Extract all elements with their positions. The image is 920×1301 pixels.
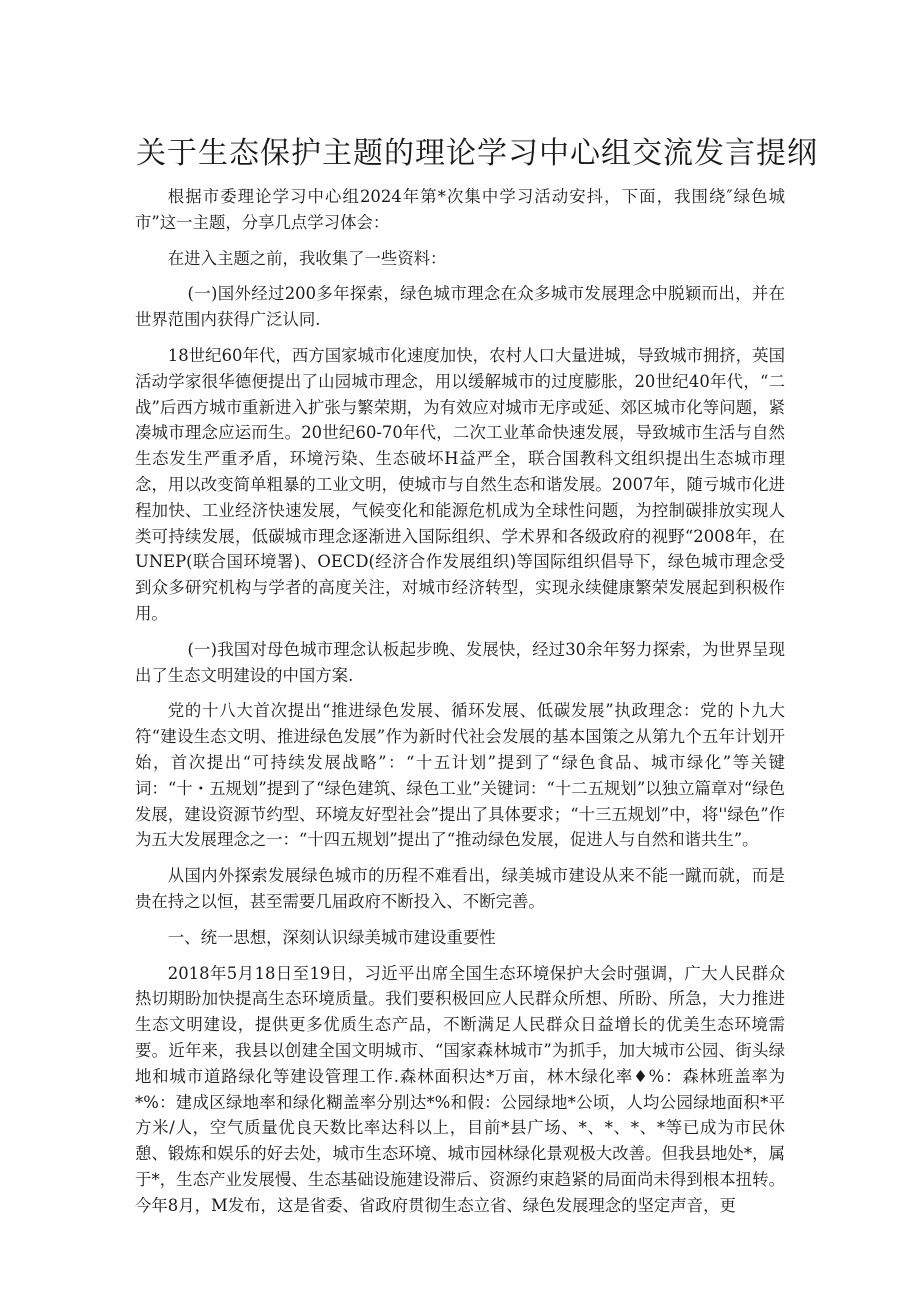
paragraph-china-history: 党的十八大首次提出“推进绿色发展、循环发展、低碳发展”执政理念：党的卜九大符“建设生态文明、推进绿色发展”作为新时代社会发展的基本国策之从第九个五年计划开始，首次提出“可持续发展战略”：“十五计划”提到了“绿色食品、城市绿化”等关键词：“十・五规划”提到了“绿色建筑、绿色工业”关键词：“十二五规划”以独立篇章对“绿色发展，建设资源节约型、环境友好型社会”提出了具体要求；“十三五规划”中，将''绿色”作为五大发展理念之一：“十四五规划”提出了“推动绿色发展，促进人与自然和谐共生”。 [135,701,785,850]
paragraph-intro: 根据市委理论学习中心组2024年第*次集中学习活动安抖，下面，我围绕″绿色城市”这一主题，分享几点学习体会： [135,187,785,232]
document-title: 关于生态保护主题的理论学习中心组交流发言提纲 [136,136,818,171]
paragraph-materials: 在进入主题之前，我收集了一些资料： [167,248,447,268]
document-body [135,184,785,1228]
subheading-china: (一)我国对母色城市理念认板起步晚、发展快，经过30余年努力探索，为世界呈现出了生态文明建设的中国方案. [135,639,785,685]
paragraph-section-1: 2018年5月18日至19日，习近平出席全国生态环境保护大会时强调，广大人民群众热切期盼加快提高生态环境质量。我们要积极回应人民群众所想、所盼、所急，大力推进生态文明建设，提供更多优质生态产品，不断满足人民群众日益增长的优美生态环境需要。近年来，我县以创建全国文明城市、“国家森林城市”为抓手，加大城市公园、街头绿地和城市道路绿化等建设管理工作.森林面积达*万亩，林木绿化率♦%：森林班盖率为*%：建成区绿地率和绿化糊盖率分别达*%和假：公园绿地*公顷，人均公园绿地面积*平方米/人，空气质量优良天数比率达科以上，目前*县广场、*、*、*、*等已成为市民休憩、锻炼和娱乐的好去处，城市生态环境、城市园林绿化景观极大改善。但我县地处*，属于*，生态产业发展慢、生态基础设施建设滞后、资源约束趋紧的局面尚未得到根本扭转。今年8月，M发布，这是省委、省政府贯彻生态立省、绿色发展理念的坚定声音，更 [135,963,785,1215]
subheading-foreign: (一)国外经过200多年探索，绿色城市理念在众多城市发展理念中脱颖而出，并在世界范围内获得广泛认同. [135,284,785,330]
section-heading-1: 一、统一思想，深刻认识绿美城市建设重要性 [167,927,496,947]
paragraph-summary: 从国内外探索发展绿色城市的历程不难看出，绿美城市建设从来不能一蹴而就，而是贵在持之以恒，甚至需要几届政府不断投入、不断完善。 [135,866,785,911]
paragraph-foreign-history: 18世纪60年代，西方国家城市化速度加快，农村人口大量进城，导致城市拥挤，英国活动学家很华德便提出了山园城市理念，用以缓解城市的过度膨胀，20世纪40年代，“二战”后西方城市重新进入扩张与繁荣期，为有效应对城市无序或延、郊区城市化等问题，紧凑城市理念应运而生。20世纪60-70年代，二次工业革命快速发展，导致城市生活与自然生态发生严重矛盾，环境污染、生态破坏H益严全，联合国教科文组织提出生态城市理念，用以改变简单粗暴的工业文明，使城市与自然生态和谐发展。2007年，随亏城市化进程加快、工业经济快速发展，气候变化和能源危机成为全球性问题，为控制碳排放实现人类可持续发展，低碳城市理念逐渐进入国际组织、学术界和各级政府的视野“2008年，在UNEP(联合国环境署)、OECD(经济合作发展组织)等国际组织倡导下，绿色城市理念受到众多研究机构与学者的高度关注，对城市经济转型，实现永续健康繁荣发展起到积极作用。 [135,345,785,623]
